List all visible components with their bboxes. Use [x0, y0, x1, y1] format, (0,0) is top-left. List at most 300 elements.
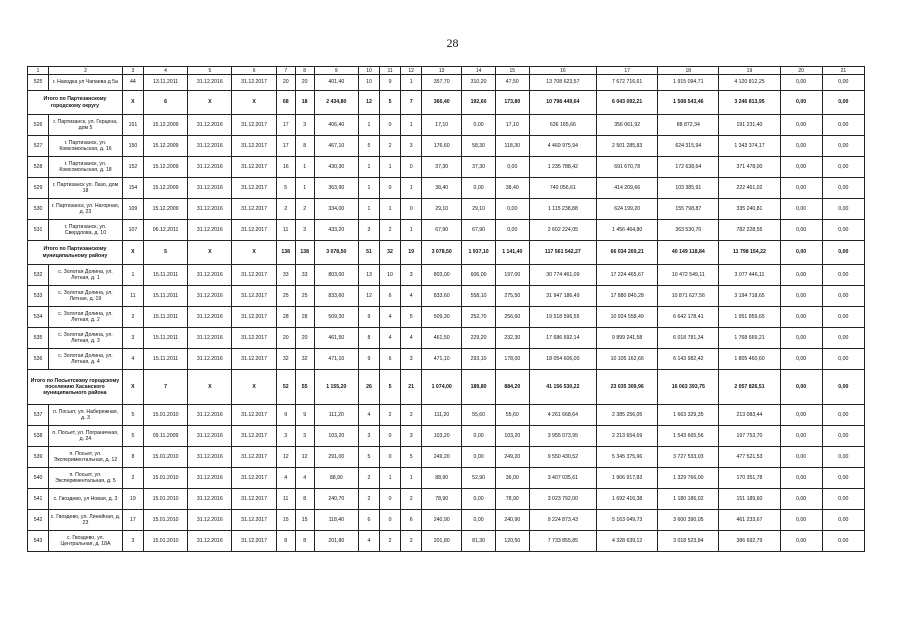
table-cell: 3: [122, 531, 143, 552]
table-cell: 3 077 446,11: [719, 265, 780, 286]
table-cell: 150: [122, 136, 143, 157]
table-cell: 10 871 627,56: [658, 286, 719, 307]
table-cell: 310,20: [462, 75, 496, 91]
table-cell: 1 805 460,60: [719, 349, 780, 370]
table-cell: 293,10: [462, 349, 496, 370]
table-cell: 3 194 718,65: [719, 286, 780, 307]
table-cell: 240,90: [495, 510, 529, 531]
column-number: 20: [780, 67, 822, 75]
table-cell: 8: [122, 447, 143, 468]
table-cell: 20: [295, 328, 314, 349]
total-row: [28, 370, 865, 405]
table-cell: 2 385 256,05: [597, 405, 658, 426]
table-cell: 111,20: [314, 405, 358, 426]
table-row: [28, 157, 865, 178]
total-label: Итого по Партизанскому муниципальному району: [28, 241, 123, 265]
table-cell: 3: [358, 426, 379, 447]
table-cell: 9: [295, 405, 314, 426]
table-cell: X: [232, 241, 276, 265]
table-cell: 9: [380, 75, 401, 91]
total-label: Итого по Посьетскому городскому поселению Хасанского муниципального района: [28, 370, 123, 405]
table-cell: 509,30: [314, 307, 358, 328]
table-cell: 29,10: [422, 199, 462, 220]
table-cell: X: [122, 241, 143, 265]
column-number: 18: [658, 67, 719, 75]
column-number: 16: [529, 67, 596, 75]
table-cell: 0,00: [822, 91, 864, 115]
table-cell: 172 638,64: [658, 157, 719, 178]
table-cell: 17: [276, 115, 295, 136]
table-row: [28, 265, 865, 286]
table-cell: 1: [401, 115, 422, 136]
address-cell: г. Партизанск, ул. Комсомольская, д. 16: [49, 136, 123, 157]
table-cell: 1: [380, 199, 401, 220]
table-cell: 222 461,02: [719, 178, 780, 199]
table-cell: 0,00: [780, 241, 822, 265]
table-cell: 624 199,20: [597, 199, 658, 220]
table-cell: 9: [358, 307, 379, 328]
table-cell: 8: [358, 328, 379, 349]
table-cell: 1: [358, 199, 379, 220]
table-cell: 1 692 416,38: [597, 489, 658, 510]
table-cell: 15.11.2011: [143, 307, 187, 328]
table-cell: 467,10: [314, 136, 358, 157]
column-number: 3: [122, 67, 143, 75]
table-cell: 0,00: [822, 241, 864, 265]
table-cell: 2: [358, 489, 379, 510]
table-cell: 0,00: [822, 307, 864, 328]
housing-register-table: [27, 66, 865, 552]
table-cell: 17 686 692,14: [529, 328, 596, 349]
table-cell: 0,00: [822, 426, 864, 447]
table-cell: 3 023 792,00: [529, 489, 596, 510]
table-cell: 1 329 766,00: [658, 468, 719, 489]
table-cell: 430,30: [314, 157, 358, 178]
table-cell: 884,20: [495, 370, 529, 405]
table-cell: 0,00: [462, 178, 496, 199]
table-cell: 103 385,91: [658, 178, 719, 199]
table-cell: 31.12.2016: [188, 405, 232, 426]
table-cell: 606,00: [462, 265, 496, 286]
table-cell: 1: [358, 115, 379, 136]
table-cell: 151: [122, 115, 143, 136]
address-cell: с. Золотая Долина, ул. Летная, д. 19: [49, 286, 123, 307]
table-cell: 10: [358, 75, 379, 91]
table-cell: 47,50: [495, 75, 529, 91]
table-cell: 0,00: [780, 489, 822, 510]
table-cell: 15.12.2009: [143, 157, 187, 178]
table-cell: 3: [276, 426, 295, 447]
table-cell: 8: [295, 489, 314, 510]
table-cell: 335 240,81: [719, 199, 780, 220]
table-cell: 19 518 596,55: [529, 307, 596, 328]
table-cell: X: [188, 91, 232, 115]
table-cell: 2: [380, 531, 401, 552]
table-cell: 0,00: [822, 265, 864, 286]
table-cell: 691 670,78: [597, 157, 658, 178]
table-cell: 3: [401, 265, 422, 286]
table-cell: 3 246 813,95: [719, 91, 780, 115]
table-cell: 530: [28, 199, 49, 220]
table-cell: 3: [295, 426, 314, 447]
table-cell: 1: [380, 468, 401, 489]
table-cell: 20: [276, 328, 295, 349]
table-cell: 31.12.2017: [232, 75, 276, 91]
table-cell: 178,00: [495, 349, 529, 370]
table-row: [28, 136, 865, 157]
table-cell: 0,00: [822, 468, 864, 489]
table-row: [28, 447, 865, 468]
table-cell: 4: [401, 328, 422, 349]
table-cell: 10 924 558,49: [597, 307, 658, 328]
table-cell: 18: [295, 91, 314, 115]
table-cell: 15.11.2011: [143, 328, 187, 349]
table-cell: 15.11.2011: [143, 286, 187, 307]
table-cell: 534: [28, 307, 49, 328]
table-cell: 2 602 224,05: [529, 220, 596, 241]
table-cell: 0,00: [822, 510, 864, 531]
table-cell: 15.12.2009: [143, 115, 187, 136]
table-cell: 1: [401, 178, 422, 199]
table-cell: 4 261 668,64: [529, 405, 596, 426]
table-cell: 19: [401, 241, 422, 265]
table-row: [28, 489, 865, 510]
table-cell: 0,00: [780, 178, 822, 199]
table-cell: 356 061,92: [597, 115, 658, 136]
table-cell: 17: [276, 136, 295, 157]
table-cell: 232,30: [495, 328, 529, 349]
table-cell: 31.12.2016: [188, 199, 232, 220]
table-cell: 31.12.2016: [188, 286, 232, 307]
table-cell: 3 078,50: [422, 241, 462, 265]
table-cell: X: [232, 370, 276, 405]
table-cell: 37,30: [422, 157, 462, 178]
address-cell: п. Посьет, ул. Набережная, д. 3: [49, 405, 123, 426]
table-cell: 81,30: [462, 531, 496, 552]
table-cell: 0,00: [495, 220, 529, 241]
table-cell: 5: [276, 178, 295, 199]
table-cell: 3 078,50: [314, 241, 358, 265]
table-cell: 0,00: [822, 447, 864, 468]
table-cell: 31.12.2017: [232, 286, 276, 307]
table-cell: 9 899 241,58: [597, 328, 658, 349]
table-cell: 4: [401, 286, 422, 307]
address-cell: п. Посьет, ул. Экспериментальная, д. 12: [49, 447, 123, 468]
table-cell: 5 345 375,96: [597, 447, 658, 468]
table-cell: 6 018 781,34: [658, 328, 719, 349]
table-cell: 5 163 049,73: [597, 510, 658, 531]
table-cell: 152: [122, 157, 143, 178]
table-cell: 0,00: [822, 531, 864, 552]
table-cell: 240,70: [314, 489, 358, 510]
table-cell: 51: [358, 241, 379, 265]
column-number: 13: [422, 67, 462, 75]
table-cell: 103,20: [314, 426, 358, 447]
column-number: 10: [358, 67, 379, 75]
table-cell: 11: [276, 489, 295, 510]
table-cell: 542: [28, 510, 49, 531]
table-cell: 52,90: [462, 468, 496, 489]
address-cell: г. Партизанск ул. Лазо, дом 18: [49, 178, 123, 199]
table-cell: X: [188, 241, 232, 265]
table-cell: 0: [380, 510, 401, 531]
table-cell: 31.12.2016: [188, 468, 232, 489]
table-cell: 31.12.2017: [232, 328, 276, 349]
table-cell: 15.01.2010: [143, 531, 187, 552]
table-cell: 9 550 430,52: [529, 447, 596, 468]
table-cell: 740 056,61: [529, 178, 596, 199]
table-cell: 31.12.2017: [232, 531, 276, 552]
table-cell: 8: [295, 531, 314, 552]
address-cell: г. Партизанск, ул. Свердлова, д. 10: [49, 220, 123, 241]
table-cell: 31.12.2017: [232, 307, 276, 328]
table-cell: 0,00: [780, 286, 822, 307]
table-cell: 31 947 186,49: [529, 286, 596, 307]
table-cell: 31.12.2016: [188, 349, 232, 370]
table-cell: 536: [28, 349, 49, 370]
table-cell: 30 774 461,09: [529, 265, 596, 286]
table-cell: 15.01.2010: [143, 447, 187, 468]
table-cell: 5: [380, 91, 401, 115]
table-cell: 275,50: [495, 286, 529, 307]
table-cell: 3: [295, 115, 314, 136]
table-cell: 118,30: [495, 136, 529, 157]
table-cell: 2 434,80: [314, 91, 358, 115]
table-cell: 1 456 464,80: [597, 220, 658, 241]
table-cell: 256,60: [495, 307, 529, 328]
table-cell: 401,40: [314, 75, 358, 91]
table-cell: 192,60: [462, 91, 496, 115]
table-cell: 06.12.2011: [143, 220, 187, 241]
table-cell: 09.11.2009: [143, 426, 187, 447]
table-cell: 433,20: [314, 220, 358, 241]
table-cell: 16: [276, 157, 295, 178]
table-cell: 3 600 390,05: [658, 510, 719, 531]
table-cell: 1 937,10: [462, 241, 496, 265]
table-cell: 0,00: [780, 307, 822, 328]
table-cell: 543: [28, 531, 49, 552]
table-cell: X: [232, 91, 276, 115]
table-row: [28, 468, 865, 489]
table-cell: 20: [276, 75, 295, 91]
table-cell: 7: [401, 91, 422, 115]
table-cell: 0,00: [822, 328, 864, 349]
table-cell: 6 143 982,42: [658, 349, 719, 370]
table-cell: 252,70: [462, 307, 496, 328]
table-cell: 15.01.2010: [143, 489, 187, 510]
table-cell: 31.12.2016: [188, 265, 232, 286]
table-cell: 31.12.2016: [188, 115, 232, 136]
table-cell: 3: [295, 220, 314, 241]
column-number: 14: [462, 67, 496, 75]
table-cell: 528: [28, 157, 49, 178]
table-cell: 471,10: [314, 349, 358, 370]
table-cell: 509,30: [422, 307, 462, 328]
table-cell: 13 708 623,57: [529, 75, 596, 91]
table-cell: 2: [358, 468, 379, 489]
table-cell: 103,20: [422, 426, 462, 447]
table-cell: 13: [358, 265, 379, 286]
table-cell: 0: [380, 447, 401, 468]
table-cell: 8: [295, 136, 314, 157]
table-cell: 201,80: [422, 531, 462, 552]
table-cell: 10: [380, 265, 401, 286]
table-cell: 0,00: [780, 405, 822, 426]
table-cell: 138: [276, 241, 295, 265]
table-cell: 6: [401, 510, 422, 531]
table-cell: 6: [380, 286, 401, 307]
table-cell: 21: [401, 370, 422, 405]
table-cell: 803,00: [314, 265, 358, 286]
table-cell: 15.01.2010: [143, 510, 187, 531]
table-cell: 0,00: [780, 199, 822, 220]
table-cell: 52: [276, 370, 295, 405]
table-cell: 44: [122, 75, 143, 91]
table-cell: 2: [122, 468, 143, 489]
table-cell: 31.12.2016: [188, 489, 232, 510]
table-cell: 28: [276, 307, 295, 328]
column-number: 7: [276, 67, 295, 75]
table-cell: 31.12.2017: [232, 468, 276, 489]
table-cell: 6 642 178,41: [658, 307, 719, 328]
table-cell: 0,00: [822, 157, 864, 178]
table-cell: 31.12.2017: [232, 405, 276, 426]
table-cell: 31.12.2016: [188, 447, 232, 468]
table-cell: 2: [401, 489, 422, 510]
table-cell: 1 074,00: [422, 370, 462, 405]
table-cell: 0,00: [462, 489, 496, 510]
address-cell: г. Партизанск, ул. Герцена, дом 5: [49, 115, 123, 136]
address-cell: п. Посьет, ул. Экспериментальная, д. 5: [49, 468, 123, 489]
total-row: [28, 241, 865, 265]
table-cell: 1: [122, 265, 143, 286]
table-row: [28, 115, 865, 136]
column-number: 8: [295, 67, 314, 75]
table-cell: 5: [380, 370, 401, 405]
table-cell: 11: [122, 286, 143, 307]
table-cell: 529: [28, 178, 49, 199]
address-cell: с. Гвоздево, ул. Линейная, д. 23: [49, 510, 123, 531]
table-cell: 7: [143, 370, 187, 405]
table-cell: 31.12.2016: [188, 75, 232, 91]
table-cell: 31.12.2016: [188, 157, 232, 178]
table-cell: 55: [295, 370, 314, 405]
table-cell: 151 189,60: [719, 489, 780, 510]
table-cell: 1: [380, 157, 401, 178]
table-cell: 31.12.2017: [232, 178, 276, 199]
table-cell: 31.12.2017: [232, 199, 276, 220]
table-cell: 0: [380, 426, 401, 447]
table-cell: 2: [401, 405, 422, 426]
table-cell: 31.12.2017: [232, 220, 276, 241]
address-cell: с. Золотая Долина, ул. Летная, д. 1: [49, 265, 123, 286]
table-row: [28, 75, 865, 91]
table-cell: X: [188, 370, 232, 405]
table-cell: 41 156 530,22: [529, 370, 596, 405]
table-cell: 16 063 393,75: [658, 370, 719, 405]
table-cell: 532: [28, 265, 49, 286]
table-cell: 10 105 162,66: [597, 349, 658, 370]
table-row: [28, 426, 865, 447]
table-cell: 1 115 238,88: [529, 199, 596, 220]
table-cell: 12: [295, 447, 314, 468]
table-cell: 7 733 855,85: [529, 531, 596, 552]
table-cell: 31.12.2017: [232, 115, 276, 136]
table-cell: 40 149 118,84: [658, 241, 719, 265]
table-cell: 0,00: [780, 447, 822, 468]
table-cell: 0,00: [780, 115, 822, 136]
table-cell: 0,00: [780, 91, 822, 115]
table-cell: 0,00: [462, 426, 496, 447]
table-cell: 334,00: [314, 199, 358, 220]
table-cell: 0,00: [822, 349, 864, 370]
table-cell: 31.12.2017: [232, 426, 276, 447]
table-cell: 0,00: [780, 265, 822, 286]
table-cell: 170 351,78: [719, 468, 780, 489]
table-cell: 2: [401, 531, 422, 552]
table-cell: 357,70: [422, 75, 462, 91]
table-row: [28, 510, 865, 531]
table-cell: 363,90: [314, 178, 358, 199]
table-cell: 6: [143, 91, 187, 115]
table-cell: 68: [276, 91, 295, 115]
table-cell: 0,00: [780, 531, 822, 552]
table-cell: 624 315,94: [658, 136, 719, 157]
table-cell: 67,90: [462, 220, 496, 241]
table-cell: 3: [401, 349, 422, 370]
address-cell: с. Золотая Долина, ул. Летная, д. 2: [49, 307, 123, 328]
table-cell: 2: [276, 199, 295, 220]
table-cell: 67,90: [422, 220, 462, 241]
table-cell: 4: [380, 307, 401, 328]
table-cell: 1 343 374,17: [719, 136, 780, 157]
table-cell: 20: [295, 75, 314, 91]
table-cell: 4 120 812,25: [719, 75, 780, 91]
table-cell: 11 798 154,22: [719, 241, 780, 265]
table-row: [28, 199, 865, 220]
table-cell: 0,00: [822, 370, 864, 405]
table-cell: 0,00: [780, 75, 822, 91]
table-cell: 15: [276, 510, 295, 531]
table-cell: 33: [276, 265, 295, 286]
table-cell: 5: [122, 405, 143, 426]
table-cell: 191 231,40: [719, 115, 780, 136]
table-cell: 154: [122, 178, 143, 199]
table-cell: 803,00: [422, 265, 462, 286]
table-cell: 12: [276, 447, 295, 468]
address-cell: с. Гвоздево, ул Новая, д. 3: [49, 489, 123, 510]
table-cell: 558,10: [462, 286, 496, 307]
table-cell: 0,00: [780, 468, 822, 489]
table-cell: 3 727 533,03: [658, 447, 719, 468]
table-cell: 15.12.2009: [143, 178, 187, 199]
table-cell: 4: [295, 468, 314, 489]
table-cell: 6: [358, 510, 379, 531]
table-cell: 11: [276, 220, 295, 241]
table-cell: 9 224 873,43: [529, 510, 596, 531]
table-cell: 38,40: [422, 178, 462, 199]
table-cell: 366,40: [422, 91, 462, 115]
table-cell: 31.12.2017: [232, 265, 276, 286]
table-cell: 386 692,79: [719, 531, 780, 552]
table-cell: 1: [358, 178, 379, 199]
total-label: Итого по Партизанскому городскому округу: [28, 91, 123, 115]
address-cell: г. Находка ул Чапаева д 5а: [49, 75, 123, 91]
table-cell: 1 768 669,21: [719, 328, 780, 349]
table-cell: 13.11.2011: [143, 75, 187, 91]
table-cell: 31.12.2017: [232, 510, 276, 531]
table-cell: 176,60: [422, 136, 462, 157]
